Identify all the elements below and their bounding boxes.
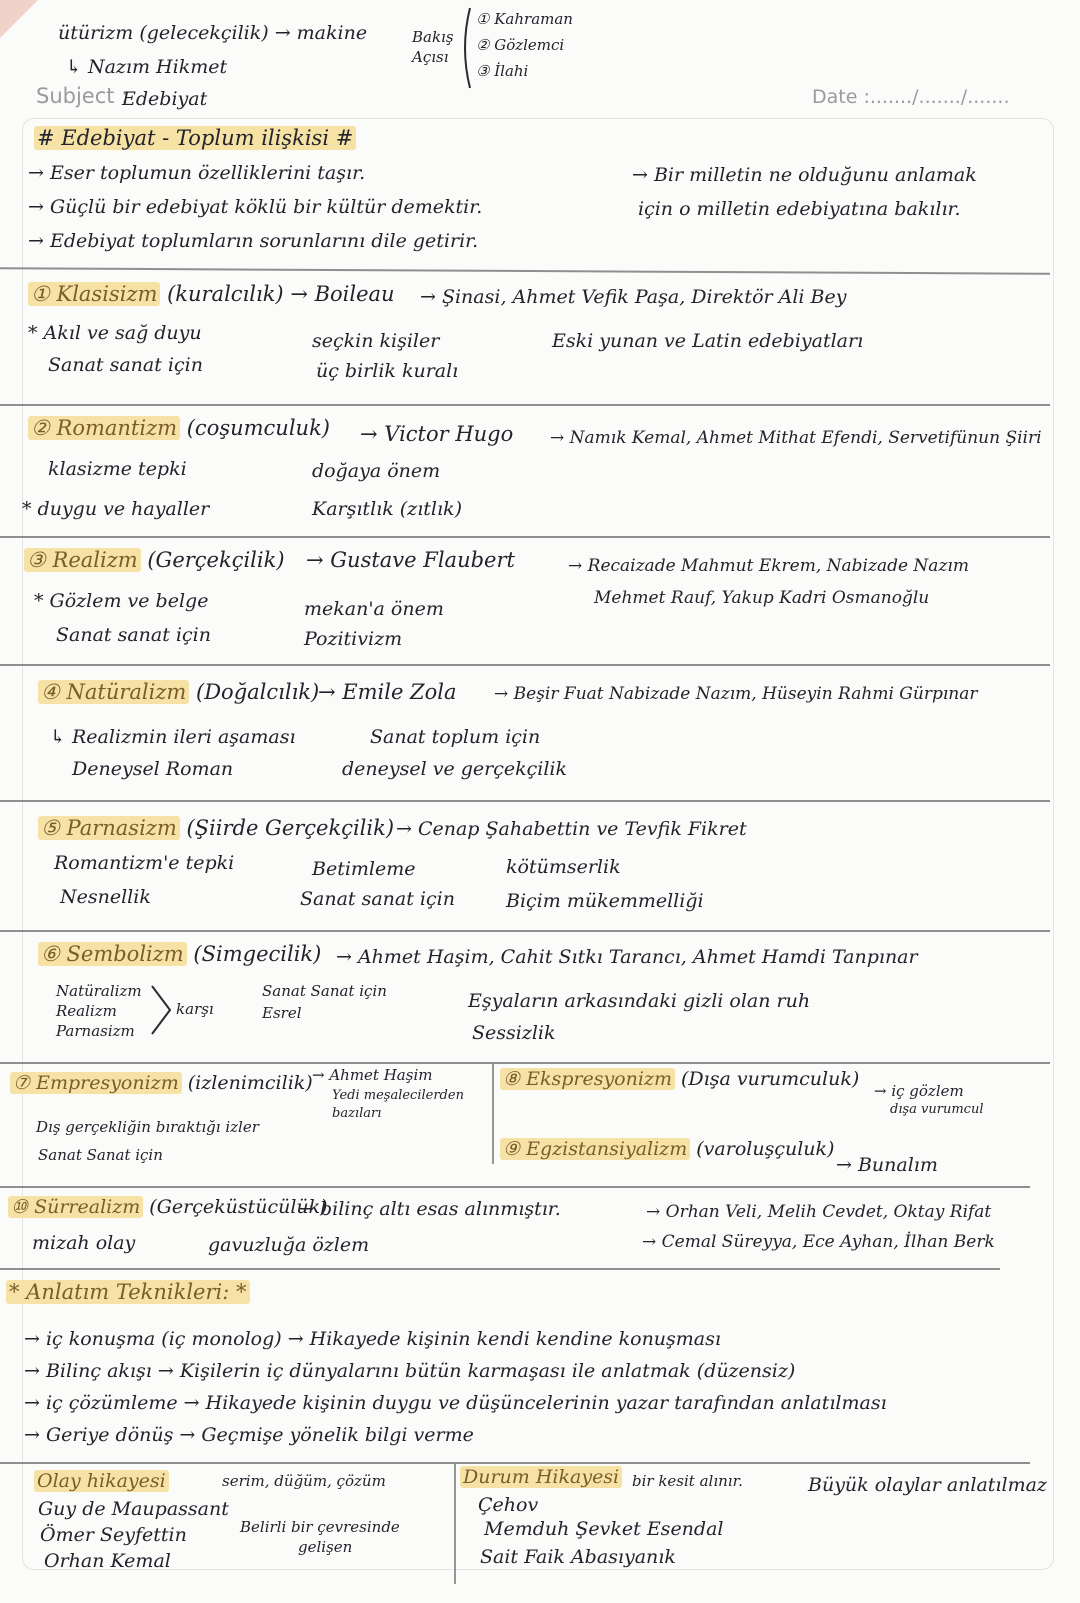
egzistansiyalizm-title: ⑨ Egzistansiyalizm	[500, 1138, 690, 1160]
durum-heading	[460, 1466, 622, 1488]
naturalizm-authors: → Beşir Fuat Nabizade Nazım, Hüseyin Rahmi Gürpınar	[494, 684, 978, 704]
ekspresyonizm-heading	[500, 1068, 859, 1090]
sembolizm-heading	[38, 942, 321, 966]
olay-author-3: Orhan Kemal	[44, 1550, 171, 1572]
naturalizm-heading	[38, 680, 319, 704]
divider-5	[0, 800, 1050, 802]
realizm-c2-2: Pozitivizm	[304, 628, 403, 650]
parnasizm-paren: (Şiirde Gerçekçilik)	[186, 816, 395, 840]
olay-plot: serim, düğüm, çözüm	[222, 1472, 386, 1490]
sembolizm-c3-1: Eşyaların arkasındaki gizli olan ruh	[468, 990, 811, 1012]
sembolizm-title: ⑥ Sembolizm	[38, 942, 187, 966]
empresyonizm-rep2-2: bazıları	[332, 1106, 382, 1121]
empresyonizm-rep2-1: Yedi meşalecilerden	[332, 1088, 464, 1103]
anlatim-item-1: → iç konuşma (iç monolog) → Hikayede kişinin kendi kendine konuşması	[24, 1328, 721, 1350]
klasisizm-heading	[28, 282, 395, 306]
parnasizm-c1-2: Nesnellik	[60, 886, 151, 908]
divider-2	[0, 404, 1050, 406]
naturalizm-title: ④ Natüralizm	[38, 680, 189, 704]
romantizm-paren: (coşumculuk)	[186, 416, 330, 440]
empresyonizm-c1-1: Dış gerçekliğin bıraktığı izler	[36, 1118, 259, 1136]
divider-7	[0, 1062, 1050, 1064]
durum-title: Durum Hikayesi	[460, 1466, 622, 1488]
edebiyat-toplum-right-1: → Bir milletin ne olduğunu anlamak	[632, 164, 977, 186]
anlatim-item-3: → iç çözümleme → Hikayede kişinin duygu ve düşüncelerinin yazar tarafından anlatılması	[24, 1392, 887, 1414]
bakis-label-2: Açısı	[412, 48, 449, 66]
edebiyat-toplum-left-1: → Eser toplumun özelliklerini taşır.	[28, 162, 366, 184]
naturalizm-rep: → Emile Zola	[318, 680, 457, 704]
parnasizm-title: ⑤ Parnasizm	[38, 816, 180, 840]
sembolizm-c2-2: Esrel	[262, 1004, 302, 1022]
romantizm-c2-2: Karşıtlık (zıtlık)	[312, 498, 462, 520]
olay-author-1: Guy de Maupassant	[38, 1498, 229, 1520]
empresyonizm-c1-2: Sanat Sanat için	[38, 1146, 163, 1164]
anlatim-item-2: → Bilinç akışı → Kişilerin iç dünyalarını bütün karmaşası ile anlatmak (düzensiz)	[24, 1360, 796, 1382]
surrealizm-title: ⑩ Sürrealizm	[8, 1196, 143, 1218]
parnasizm-c1-1: Romantizm'e tepki	[54, 852, 235, 874]
klasisizm-paren: (kuralcılık)	[167, 282, 284, 306]
parnasizm-heading	[38, 816, 394, 840]
subject-value: Edebiyat	[122, 88, 208, 110]
parnasizm-c3-1: kötümserlik	[506, 856, 621, 878]
bakis-item-3: ③ İlahi	[476, 62, 529, 80]
olay-title: Olay hikayesi	[34, 1470, 169, 1492]
klasisizm-authors: → Şinasi, Ahmet Vefik Paşa, Direktör Ali Bey	[420, 286, 847, 308]
ekspresyonizm-title: ⑧ Ekspresyonizm	[500, 1068, 675, 1090]
sembolizm-kars-1: Natüralizm	[56, 982, 142, 1000]
sembolizm-kars-2: Realizm	[56, 1002, 117, 1020]
realizm-rep: → Gustave Flaubert	[306, 548, 515, 572]
romantizm-title: ② Romantizm	[28, 416, 180, 440]
realizm-c2-1: mekan'a önem	[304, 598, 444, 620]
surrealizm-heading	[8, 1196, 328, 1218]
edebiyat-toplum-left-3: → Edebiyat toplumların sorunlarını dile getirir.	[28, 230, 479, 252]
parnasizm-authors: → Cenap Şahabettin ve Tevfik Fikret	[396, 818, 747, 840]
surrealizm-c1: mizah olay	[32, 1232, 136, 1254]
durum-author-1: Çehov	[478, 1494, 539, 1516]
sembolizm-kars-label: karşı	[176, 1000, 214, 1018]
naturalizm-paren: (Doğalcılık)	[196, 680, 320, 704]
olay-heading	[34, 1470, 169, 1492]
sembolizm-brace	[148, 982, 174, 1038]
klasisizm-c3: Eski yunan ve Latin edebiyatları	[552, 330, 864, 352]
divider-vertical-7-8	[492, 1064, 494, 1164]
naturalizm-c1-2: Deneysel Roman	[72, 758, 234, 780]
divider-9	[0, 1268, 1000, 1270]
page-corner-fold	[0, 0, 38, 38]
surrealizm-desc: → bilinç altı esas alınmıştır.	[298, 1198, 561, 1220]
klasisizm-rep: → Boileau	[290, 282, 395, 306]
realizm-paren: (Gerçekçilik)	[147, 548, 285, 572]
date-label: Date :......./......./.......	[812, 86, 1010, 108]
anlatim-heading	[6, 1280, 250, 1304]
durum-desc: bir kesit alınır.	[632, 1472, 743, 1490]
empresyonizm-paren: (izlenimcilik)	[187, 1072, 313, 1094]
egzistansiyalizm-rep: → Bunalım	[836, 1154, 938, 1176]
realizm-authors-2: Mehmet Rauf, Yakup Kadri Osmanoğlu	[594, 588, 930, 608]
realizm-authors-1: → Recaizade Mahmut Ekrem, Nabizade Nazım	[568, 556, 969, 576]
klasisizm-title: ① Klasisizm	[28, 282, 160, 306]
bakis-label-1: Bakış	[412, 28, 454, 46]
realizm-c1-1: * Gözlem ve belge	[34, 590, 209, 612]
edebiyat-toplum-right-2: için o milletin edebiyatına bakılır.	[638, 198, 961, 220]
sembolizm-kars-3: Parnasizm	[56, 1022, 135, 1040]
divider-4	[0, 664, 1050, 666]
anlatim-item-4: → Geriye dönüş → Geçmişe yönelik bilgi verme	[24, 1424, 474, 1446]
divider-8	[0, 1186, 1030, 1188]
divider-1	[0, 267, 1050, 274]
bakis-item-2: ② Gözlemci	[476, 36, 565, 54]
header-note-nazim-hikmet: ↳ Nazım Hikmet	[66, 56, 228, 78]
durum-author-3: Sait Faik Abasıyanık	[480, 1546, 676, 1568]
romantizm-rep: → Victor Hugo	[360, 422, 514, 446]
edebiyat-toplum-left-2: → Güçlü bir edebiyat köklü bir kültür demektir.	[28, 196, 483, 218]
egzistansiyalizm-paren: (varoluşçuluk)	[696, 1138, 835, 1160]
naturalizm-c2-2: deneysel ve gerçekçilik	[342, 758, 568, 780]
realizm-c1-2: Sanat sanat için	[56, 624, 211, 646]
klasisizm-c1-2: Sanat sanat için	[48, 354, 203, 376]
subject-label: Subject :	[36, 84, 129, 108]
sembolizm-c2-1: Sanat Sanat için	[262, 982, 387, 1000]
durum-note: Büyük olaylar anlatılmaz	[808, 1474, 1047, 1496]
divider-3	[0, 536, 1050, 538]
sembolizm-authors: → Ahmet Haşim, Cahit Sıtkı Tarancı, Ahmet Hamdi Tanpınar	[336, 946, 918, 968]
parnasizm-c2-1: Betimleme	[312, 858, 416, 880]
ekspresyonizm-paren: (Dışa vurumculuk)	[681, 1068, 860, 1090]
romantizm-c2-1: doğaya önem	[312, 460, 441, 482]
olay-author-2: Ömer Seyfettin	[40, 1524, 187, 1546]
divider-6	[0, 930, 1050, 932]
surrealizm-authors-2: → Cemal Süreyya, Ece Ayhan, İlhan Berk	[642, 1232, 995, 1252]
ekspresyonizm-note-2: dışa vurumcul	[890, 1102, 984, 1117]
romantizm-c1-2: * duygu ve hayaller	[22, 498, 210, 520]
bakis-item-1: ① Kahraman	[476, 10, 573, 28]
realizm-title: ③ Realizm	[24, 548, 141, 572]
klasisizm-c2-1: seçkin kişiler	[312, 330, 440, 352]
bakis-bracket	[458, 6, 472, 90]
section-title-edebiyat-toplum	[34, 126, 356, 150]
romantizm-heading	[28, 416, 330, 440]
parnasizm-c3-2: Biçim mükemmelliği	[506, 890, 704, 912]
realizm-heading	[24, 548, 285, 572]
sembolizm-c3-2: Sessizlik	[472, 1022, 556, 1044]
olay-note-2: gelişen	[298, 1538, 353, 1556]
surrealizm-c2: gavuzluğa özlem	[208, 1234, 370, 1256]
divider-vertical-olay-durum	[454, 1464, 456, 1584]
romantizm-authors: → Namık Kemal, Ahmet Mithat Efendi, Servetifünun Şiiri	[550, 428, 1042, 448]
ekspresyonizm-note-1: → iç gözlem	[874, 1082, 964, 1100]
anlatim-title: * Anlatım Teknikleri: *	[6, 1280, 250, 1304]
naturalizm-c2-1: Sanat toplum için	[370, 726, 541, 748]
empresyonizm-rep: → Ahmet Haşim	[312, 1066, 433, 1084]
romantizm-c1-1: klasizme tepki	[48, 458, 187, 480]
empresyonizm-title: ⑦ Empresyonizm	[10, 1072, 182, 1094]
olay-note-1: Belirli bir çevresinde	[240, 1518, 400, 1536]
durum-author-2: Memduh Şevket Esendal	[484, 1518, 724, 1540]
klasisizm-c1-1: * Akıl ve sağ duyu	[28, 322, 202, 344]
sembolizm-paren: (Simgecilik)	[193, 942, 322, 966]
naturalizm-c1-1: ↳ Realizmin ileri aşaması	[50, 726, 296, 748]
divider-10	[0, 1462, 1030, 1464]
header-note-futurism: ütürizm (gelecekçilik) → makine	[58, 22, 368, 44]
surrealizm-authors-1: → Orhan Veli, Melih Cevdet, Oktay Rifat	[646, 1202, 992, 1222]
egzistansiyalizm-heading	[500, 1138, 834, 1160]
parnasizm-c2-2: Sanat sanat için	[300, 888, 455, 910]
empresyonizm-heading	[10, 1072, 313, 1094]
klasisizm-c2-2: üç birlik kuralı	[316, 360, 459, 382]
surrealizm-paren: (Gerçeküstücülük)	[149, 1196, 328, 1218]
edebiyat-toplum-title-text: # Edebiyat - Toplum ilişkisi #	[34, 126, 356, 150]
